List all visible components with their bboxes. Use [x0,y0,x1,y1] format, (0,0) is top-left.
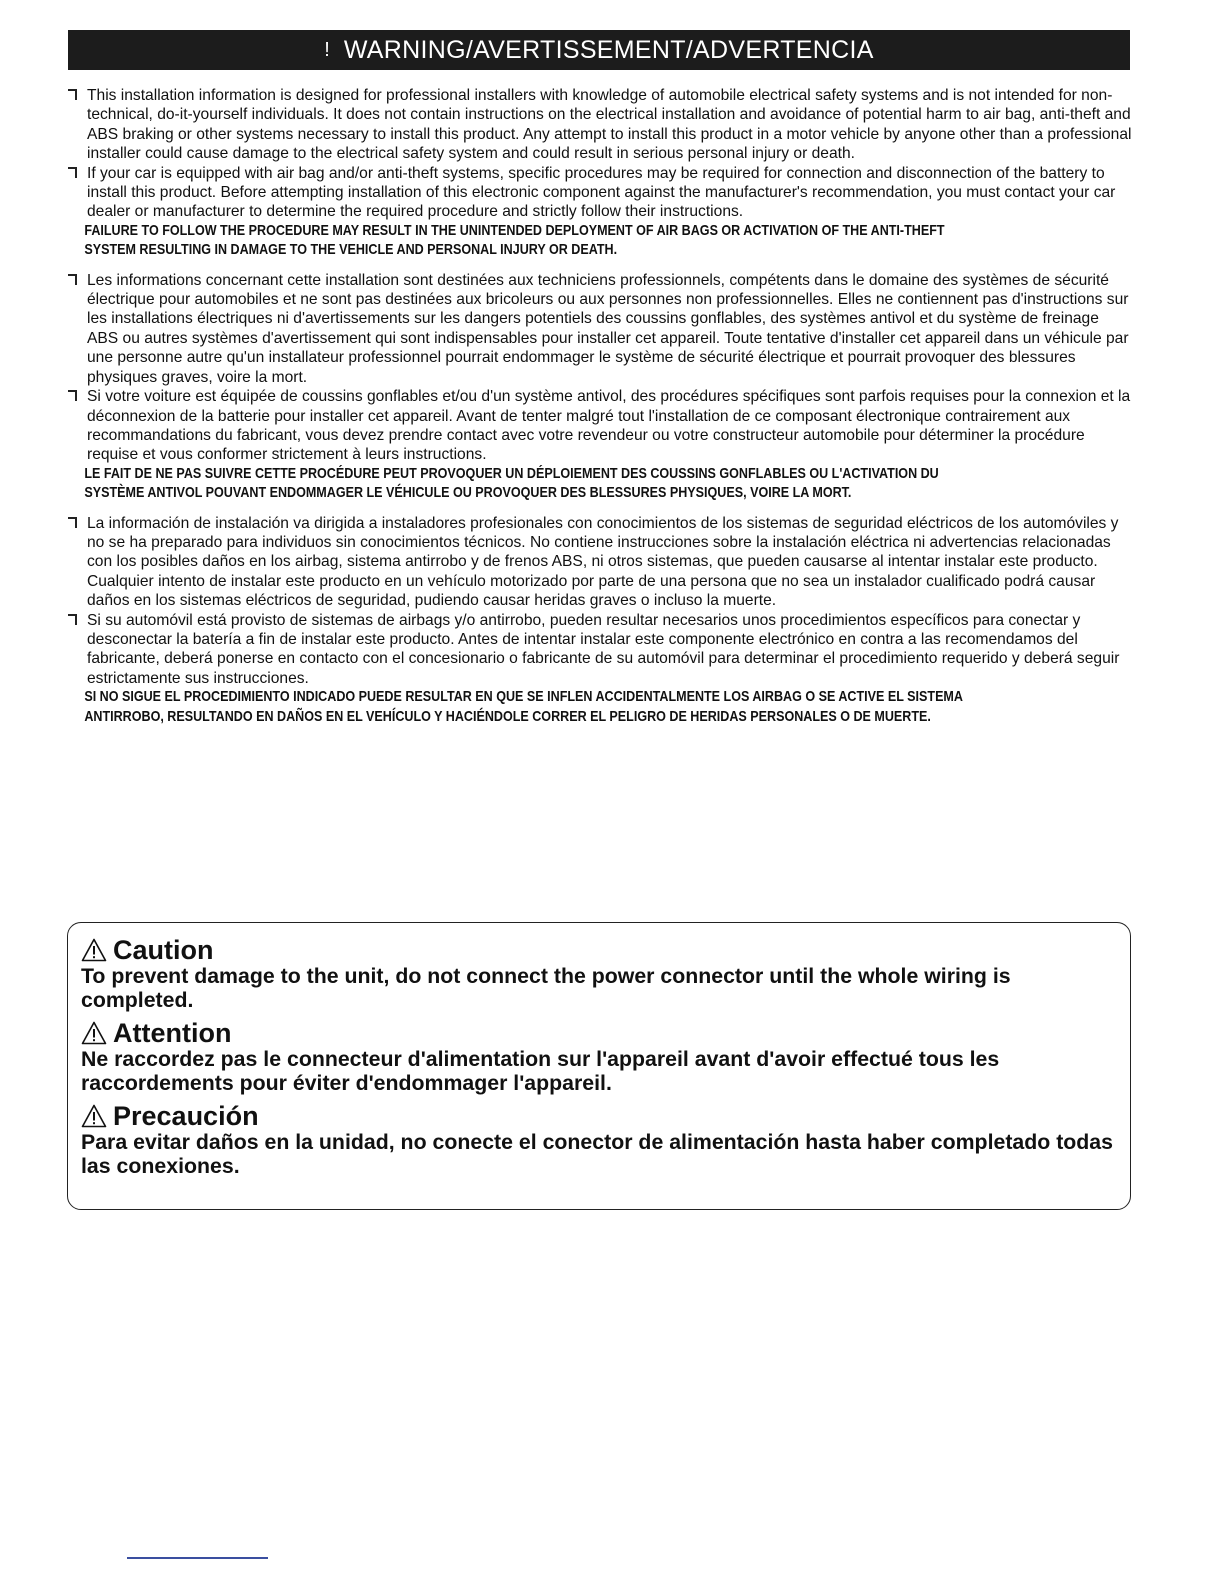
bullet-icon [68,517,77,528]
caution-heading [81,1101,1116,1131]
caution-text: To prevent damage to the unit, do not connect the power connector until the whole wiring is completed. [81,964,1011,1012]
warning-paragraph [68,514,1132,611]
caution-title: Attention [113,1018,232,1048]
bullet-icon [68,390,77,401]
footer-underline [127,1557,268,1559]
warning-triangle-icon [81,938,107,962]
bold-warning [68,222,1125,261]
caution-title: Caution [113,935,214,965]
warning-paragraph [68,164,1132,222]
warning-banner [68,30,1130,70]
bullet-icon [68,167,77,178]
banner-title: WARNING/AVERTISSEMENT/ADVERTENCIA [343,35,874,64]
warning-paragraph [68,387,1132,465]
warnings-section [68,86,1132,737]
caution-heading [81,935,1116,965]
warning-paragraph [68,86,1132,164]
paragraph-text: Les informations concernant cette installation sont destinées aux techniciens professionnels, compétents dans le domaine des systèmes de sécurité électrique pour automobiles et ne sont pas destinées aux bricoleurs ou aux personnes non professionnelles. Elles ne contiennent pas d'instructions sur les installations électriques ni d'avertissements sur les dangers potentiels des coussins gonflables, des systèmes antivol et du système de freinage ABS ou autres systèmes d'avertissement qui sont indispensables pour installer cet appareil. Toute tentative d'installer cet appareil dans un véhicule par une personne autre qu'un installateur professionnel pourrait endommager le système de sécurité électrique et pourrait provoquer des blessures physiques graves, voire la mort. [87,271,1129,386]
exclamation-icon: ! [324,38,330,61]
caution-heading [81,1018,1116,1048]
paragraph-text: Si votre voiture est équipée de coussins gonflables et/ou d'un système antivol, des procédures spécifiques sont parfois requises pour la connexion et la déconnexion de la batterie pour installer cet appareil. Avant de tenter malgré tout l'installation de ce composant électronique contrairement aux recommandations du fabricant, vous devez prendre contact avec votre revendeur ou votre constructeur automobile pour déterminer la procédure requise et vous conformer strictement à leurs instructions. [87,388,1131,464]
caution-block-english [81,935,1116,1012]
caution-text: Para evitar daños en la unidad, no conecte el conector de alimentación hasta haber completado todas las conexiones. [81,1130,1113,1178]
warning-paragraph [68,611,1132,689]
warning-group-spanish [68,514,1132,727]
bold-warning-line: SYSTEM RESULTING IN DAMAGE TO THE VEHICLE AND PERSONAL INJURY OR DEATH. [84,242,618,259]
warning-group-french [68,271,1132,504]
caution-block-french [81,1018,1116,1095]
bullet-icon [68,89,77,100]
bold-warning-line: ANTIRROBO, RESULTANDO EN DAÑOS EN EL VEHÍCULO Y HACIÉNDOLE CORRER EL PELIGRO DE HERIDAS PERSONALES O DE MUERTE. [84,708,931,725]
bold-warning-line: SYSTÈME ANTIVOL POUVANT ENDOMMAGER LE VÉHICULE OU PROVOQUER DES BLESSURES PHYSIQUES, VOIRE LA MORT. [84,485,852,502]
paragraph-text: La información de instalación va dirigida a instaladores profesionales con conocimientos de los sistemas de seguridad eléctricos de los automóviles y no se ha preparado para individuos sin conocimientos técnicos. No contiene instrucciones sobre la instalación eléctrica ni advertencias relacionadas con los posibles daños en los airbag, sistema antirrobo y de frenos ABS, ni otros sistemas, que pueden causarse al intentar instalar este producto. Cualquier intento de instalar este producto en un vehículo motorizado por parte de una persona que no sea un instalador cualificado podrá causar daños en los sistemas eléctricos de seguridad, pudiendo causar heridas graves o incluso la muerte. [87,514,1119,610]
paragraph-text: Si su automóvil está provisto de sistemas de airbags y/o antirrobo, pueden resultar necesarios unos procedimientos específicos para conectar y desconectar la batería a fin de instalar este producto. Antes de intentar instalar este componente electrónico en contra a las recomendamos del fabricante, deberá ponerse en contacto con el concesionario o fabricante de su automóvil para determinar el procedimiento requerido y deberá seguir estrictamente sus instrucciones. [87,611,1120,687]
bold-warning-line: LE FAIT DE NE PAS SUIVRE CETTE PROCÉDURE PEUT PROVOQUER UN DÉPLOIEMENT DES COUSSINS GONFLABLES OU L'ACTIVATION DU [84,465,939,482]
caution-title: Precaución [113,1101,259,1131]
bold-warning-line: FAILURE TO FOLLOW THE PROCEDURE MAY RESULT IN THE UNINTENDED DEPLOYMENT OF AIR BAGS OR ACTIVATION OF THE ANTI-THEFT [84,222,945,239]
bold-warning-line: SI NO SIGUE EL PROCEDIMIENTO INDICADO PUEDE RESULTAR EN QUE SE INFLEN ACCIDENTALMENTE LOS AIRBAG O SE ACTIVE EL SISTEMA [84,689,963,706]
caution-box [67,922,1131,1210]
bold-warning [68,465,1125,504]
caution-text: Ne raccordez pas le connecteur d'alimentation sur l'appareil avant d'avoir effectué tous les raccordements pour éviter d'endommager l'appareil. [81,1047,1000,1095]
paragraph-text: This installation information is designed for professional installers with knowledge of automobile electrical safety systems and is not intended for non-technical, do-it-yourself individuals. It does not contain instructions on the electrical installation and avoidance of potential harm to air bag, anti-theft and ABS braking or other systems necessary to install this product. Any attempt to install this product in a motor vehicle by anyone other than a professional installer could cause damage to the electrical safety system and could result in serious personal injury or death. [87,87,1132,163]
warning-triangle-icon [81,1104,107,1128]
warning-group-english [68,86,1132,261]
paragraph-text: If your car is equipped with air bag and/or anti-theft systems, specific procedures may be required for connection and disconnection of the battery to install this product. Before attempting installation of this electronic component against the manufacturer's recommendation, you must contact your car dealer or manufacturer to determine the required procedure and strictly follow their instructions. [87,164,1116,221]
warning-triangle-icon [81,1021,107,1045]
bullet-icon [68,614,77,625]
bullet-icon [68,274,77,285]
bold-warning [68,688,1125,727]
caution-block-spanish [81,1101,1116,1178]
warning-paragraph [68,271,1132,387]
